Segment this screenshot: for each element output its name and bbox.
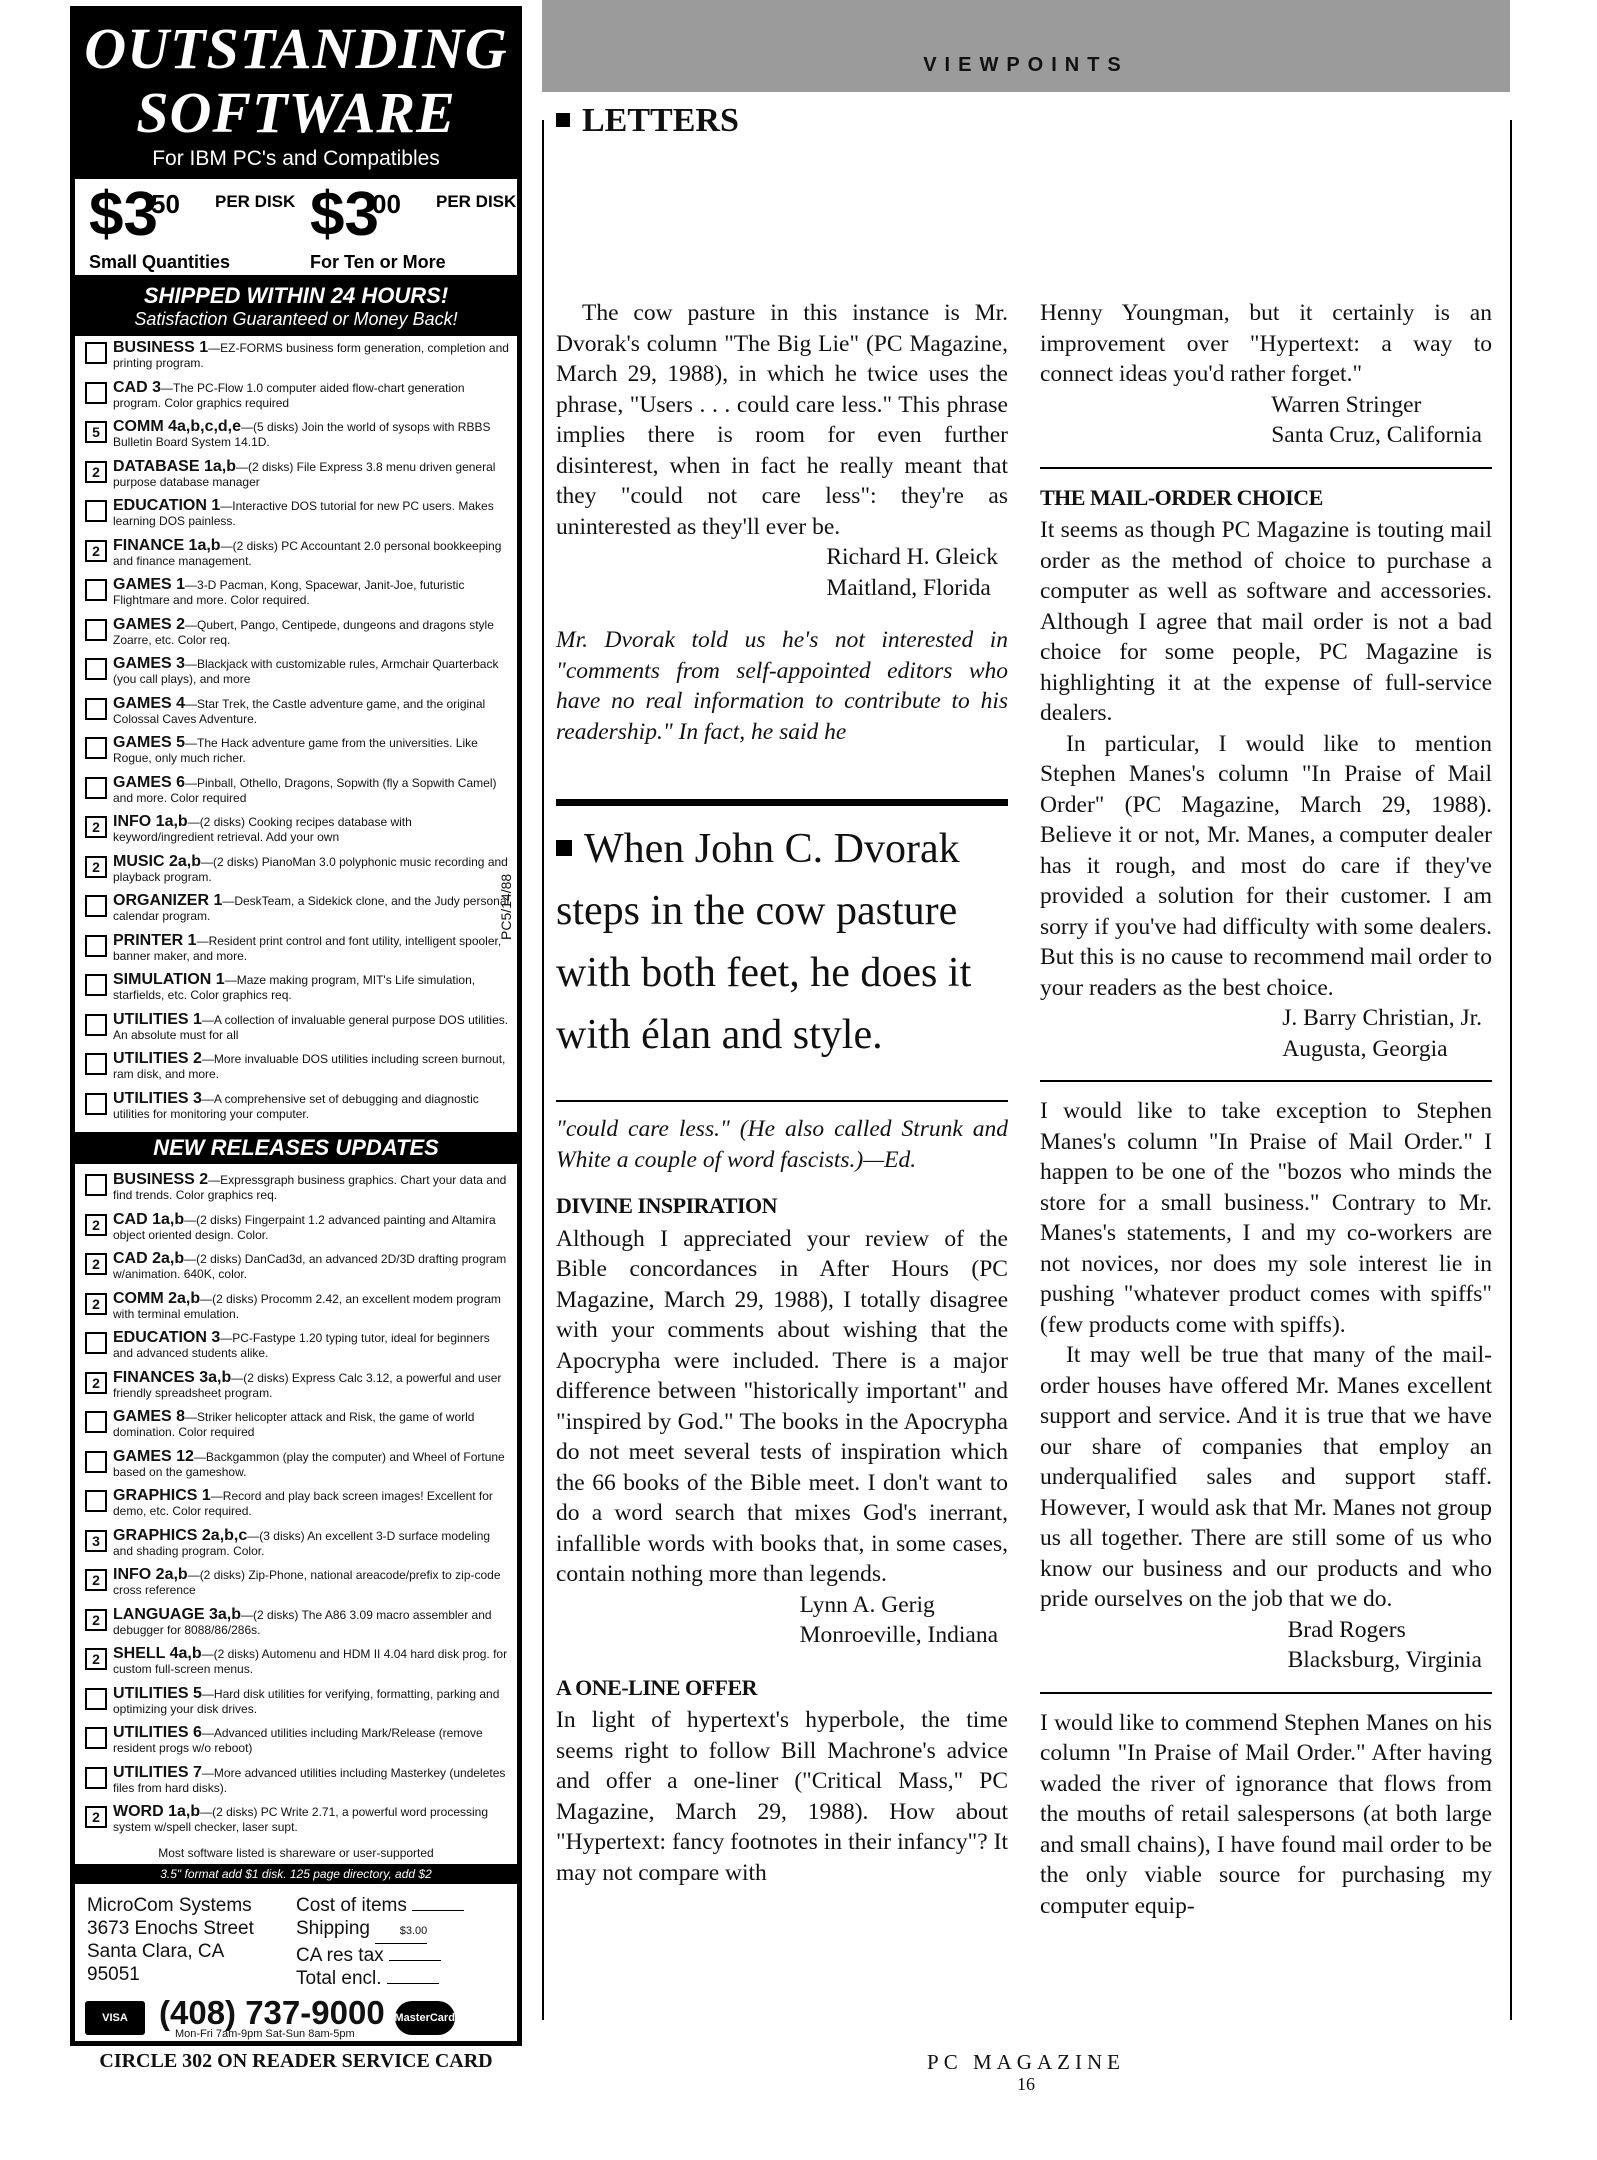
cost-label: CA res tax bbox=[296, 1944, 384, 1966]
signature-place: Monroeville, Indiana bbox=[799, 1622, 998, 1648]
product-text bbox=[113, 1091, 511, 1122]
product-description: —More advanced utilities including Masterkey (undeletes files from hard disks). bbox=[113, 1765, 506, 1795]
product-text bbox=[113, 380, 511, 411]
letter-body: The cow pasture in this instance is Mr. Dvorak's column "The Big Lie" (PC Magazine, March 29, 1988), in which he twice uses the phrase, "Users . . . could care less." This phrase implies there is room for even further disinterest, when in fact he really meant that they "could not care less": they're as uninterested as they'll ever be. bbox=[556, 300, 1008, 540]
product-item bbox=[85, 775, 511, 815]
price-qty: Small Quantities bbox=[89, 252, 231, 272]
product-name: INFO 1a,b bbox=[113, 814, 188, 830]
order-checkbox[interactable] bbox=[85, 1053, 107, 1075]
letter-heading: THE MAIL-ORDER CHOICE bbox=[1040, 484, 1323, 510]
product-item bbox=[85, 1370, 511, 1410]
visa-logo: VISA bbox=[85, 2001, 145, 2035]
ship-line: SHIPPED WITHIN 24 HOURS! bbox=[143, 283, 449, 308]
order-checkbox[interactable] bbox=[85, 658, 107, 680]
product-description: —(3 disks) An excellent 3-D surface modeling and shading program. Color. bbox=[113, 1528, 491, 1558]
signature-place: Augusta, Georgia bbox=[1282, 1035, 1448, 1062]
product-item bbox=[85, 1012, 511, 1052]
product-text bbox=[113, 1765, 511, 1796]
product-item bbox=[85, 459, 511, 499]
product-name: UTILITIES 5 bbox=[113, 1685, 202, 1702]
order-checkbox[interactable]: 3 bbox=[85, 1530, 107, 1552]
product-text bbox=[113, 775, 511, 806]
product-description: —The Hack adventure game from the universities. Like Rogue, only much richer. bbox=[113, 736, 478, 765]
product-item bbox=[85, 538, 511, 578]
product-item bbox=[85, 933, 511, 973]
product-description: —Resident print control and font utility, intelligent spooler, banner maker, and more. bbox=[113, 933, 502, 963]
price-cents: 00 bbox=[372, 189, 401, 219]
product-text bbox=[113, 656, 511, 687]
address-line: MicroCom Systems bbox=[87, 1894, 252, 1916]
company-address bbox=[87, 1894, 296, 1990]
product-name: GAMES 5 bbox=[113, 735, 186, 751]
product-text bbox=[113, 1212, 511, 1243]
product-text bbox=[113, 1251, 511, 1282]
product-description: —(2 disks) Automenu and HDM II 4.04 hard disk prog. for custom full-screen menus. bbox=[113, 1647, 508, 1676]
letter-body: It may well be true that many of the mail-order houses have offered Mr. Manes excellent support and service. And it is true that we have our share of companies that employ an underqualified sales and support staff. However, I would ask that Mr. Manes not group us all together. There are still some of us who know our business and our products and who pride ourselves on the job that we do. bbox=[1040, 1342, 1493, 1612]
letter-body: Henny Youngman, but it certainly is an improvement over "Hypertext: a way to connect ideas you'd rather forget." bbox=[1040, 300, 1492, 387]
column-rule-left bbox=[542, 120, 544, 2020]
product-name: DATABASE 1a,b bbox=[113, 458, 236, 475]
product-text bbox=[113, 893, 511, 924]
product-description: —Blackjack with customizable rules, Armchair Quarterback (you call plays), and more bbox=[113, 657, 499, 686]
ad-subtitle: For IBM PC's and Compatibles bbox=[152, 147, 440, 170]
order-checkbox[interactable]: 2 bbox=[85, 816, 107, 838]
page-title bbox=[556, 102, 739, 140]
shipping-value: $3.00 bbox=[375, 1920, 427, 1944]
price-dollars: $3 bbox=[310, 180, 379, 249]
product-text bbox=[113, 696, 511, 727]
product-description: —Star Trek, the Castle adventure game, and the original Colossal Caves Adventure. bbox=[113, 696, 486, 726]
signature-place: Maitland, Florida bbox=[826, 574, 991, 601]
format-note: 3.5" format add $1 disk. 125 page directory, add $2 bbox=[75, 1864, 517, 1884]
product-item bbox=[85, 498, 511, 538]
product-text bbox=[113, 1409, 511, 1440]
product-name: GRAPHICS 2a,b,c bbox=[113, 1527, 248, 1544]
order-checkbox[interactable] bbox=[85, 737, 107, 759]
product-item bbox=[85, 1646, 511, 1686]
product-text bbox=[113, 340, 511, 371]
order-checkbox[interactable]: 2 bbox=[85, 856, 107, 878]
signature bbox=[1040, 1615, 1492, 1676]
ad-code: PC5/14/88 bbox=[498, 873, 514, 940]
product-description: —A collection of invaluable general purpose DOS utilities. An absolute must for all bbox=[113, 1012, 509, 1042]
product-text bbox=[113, 1646, 511, 1677]
column-rule-right bbox=[1510, 120, 1512, 2020]
product-item bbox=[85, 419, 511, 459]
signature-name: Brad Rogers bbox=[1287, 1616, 1406, 1643]
cost-blank[interactable] bbox=[412, 1910, 464, 1911]
editor-reply-cont: "could care less." (He also called Strunk and White a couple of word fascists.)—Ed. bbox=[556, 1116, 1008, 1173]
product-text bbox=[113, 1725, 511, 1756]
product-name: UTILITIES 1 bbox=[113, 1011, 202, 1028]
product-item bbox=[85, 1488, 511, 1528]
product-item bbox=[85, 854, 511, 894]
product-item bbox=[85, 972, 511, 1012]
cost-label: Cost of items bbox=[296, 1894, 407, 1916]
product-text bbox=[113, 1804, 511, 1835]
product-description: —(2 disks) PianoMan 3.0 polyphonic music recording and playback program. bbox=[113, 854, 508, 884]
editor-reply: Mr. Dvorak told us he's not interested in "comments from self-appointed editors who have no real information to contribute to his readership." In fact, he said he bbox=[556, 627, 1008, 745]
product-item bbox=[85, 1607, 511, 1647]
letter-body: I would like to take exception to Stephen Manes's column "In Praise of Mail Order." I happen to be one of the "bozos who minds the store for a small business." Contrary to Mr. Manes's statements, I and my co-workers are not novices, nor does my sole interest lie in pushing "whatever product comes with spiffs" (few products come with spiffs). bbox=[1040, 1098, 1492, 1338]
product-text bbox=[113, 1488, 511, 1519]
product-item bbox=[85, 1212, 511, 1252]
product-name: SIMULATION 1 bbox=[113, 972, 225, 988]
ad-header bbox=[75, 11, 517, 179]
product-text bbox=[113, 1607, 511, 1638]
product-name: UTILITIES 7 bbox=[113, 1764, 202, 1781]
product-name: FINANCE 1a,b bbox=[113, 537, 221, 554]
product-item bbox=[85, 617, 511, 657]
new-product-list bbox=[75, 1168, 517, 1844]
product-name: BUSINESS 2 bbox=[113, 1172, 209, 1188]
product-text bbox=[113, 972, 511, 1003]
reader-service-note: CIRCLE 302 ON READER SERVICE CARD bbox=[99, 2050, 493, 2072]
product-text bbox=[113, 854, 511, 885]
order-checkbox[interactable] bbox=[85, 342, 107, 364]
price-ten-or-more bbox=[296, 179, 517, 275]
order-checkbox[interactable] bbox=[85, 619, 107, 641]
product-item bbox=[85, 380, 511, 420]
product-name: CAD 2a,b bbox=[113, 1251, 185, 1267]
product-description: —Expressgraph business graphics. Chart your data and find trends. Color graphics req. bbox=[113, 1173, 507, 1202]
bullet-square-icon bbox=[556, 113, 570, 127]
order-checkbox[interactable] bbox=[85, 1490, 107, 1512]
product-name: INFO 2a,b bbox=[113, 1567, 188, 1583]
order-checkbox[interactable]: 2 bbox=[85, 1293, 107, 1315]
product-item bbox=[85, 735, 511, 775]
order-checkbox[interactable] bbox=[85, 1411, 107, 1433]
order-checkbox[interactable] bbox=[85, 777, 107, 799]
signature bbox=[1040, 1003, 1492, 1064]
order-checkbox[interactable] bbox=[85, 935, 107, 957]
product-description: —(2 disks) Express Calc 3.12, a powerful and user friendly spreadsheet program. bbox=[113, 1370, 502, 1400]
bullet-square-icon bbox=[556, 840, 572, 856]
product-description: —Interactive DOS tutorial for new PC users. Makes learning DOS painless. bbox=[113, 499, 494, 528]
order-checkbox[interactable] bbox=[85, 500, 107, 522]
pull-quote bbox=[556, 799, 1008, 1102]
order-checkbox[interactable] bbox=[85, 1451, 107, 1473]
product-description: —(5 disks) Join the world of sysops with RBBS Bulletin Board System 14.1D. bbox=[113, 420, 491, 449]
product-name: GAMES 8 bbox=[113, 1409, 186, 1425]
letter-heading: A ONE-LINE OFFER bbox=[556, 1674, 758, 1700]
product-name: PRINTER 1 bbox=[113, 932, 197, 949]
signature-name: Lynn A. Gerig bbox=[799, 1591, 935, 1618]
section-title: VIEWPOINTS bbox=[923, 54, 1129, 76]
cost-blank[interactable] bbox=[389, 1960, 441, 1961]
signature-name: Richard H. Gleick bbox=[826, 544, 998, 570]
product-text bbox=[113, 498, 511, 529]
product-text bbox=[113, 814, 511, 845]
product-name: GAMES 12 bbox=[113, 1448, 194, 1465]
product-item bbox=[85, 1725, 511, 1765]
cost-fields bbox=[296, 1894, 505, 1990]
product-name: CAD 3 bbox=[113, 379, 162, 396]
product-item bbox=[85, 1051, 511, 1091]
product-item bbox=[85, 1172, 511, 1212]
product-item bbox=[85, 696, 511, 736]
product-text bbox=[113, 1291, 511, 1322]
product-description: —EZ-FORMS business form generation, completion and printing program. bbox=[113, 341, 509, 370]
price-dollars: $3 bbox=[89, 180, 158, 249]
product-description: —More invaluable DOS utilities including screen burnout, ram disk, and more. bbox=[113, 1052, 506, 1081]
product-name: ORGANIZER 1 bbox=[113, 893, 223, 909]
letter-heading: DIVINE INSPIRATION bbox=[556, 1193, 778, 1218]
price-cents: 50 bbox=[151, 189, 180, 219]
page-title-text: LETTERS bbox=[582, 102, 739, 139]
product-name: SHELL 4a,b bbox=[113, 1646, 202, 1662]
product-item bbox=[85, 1409, 511, 1449]
product-description: —(2 disks) Cooking recipes database with keyword/ingredient retrieval. Add your own bbox=[113, 815, 412, 844]
product-name: CAD 1a,b bbox=[113, 1211, 185, 1228]
address-line: Santa Clara, CA bbox=[87, 1940, 225, 1962]
product-name: MUSIC 2a,b bbox=[113, 853, 202, 870]
product-name: GRAPHICS 1 bbox=[113, 1488, 211, 1504]
product-text bbox=[113, 1686, 511, 1717]
product-text bbox=[113, 1370, 511, 1401]
product-description: —A comprehensive set of debugging and diagnostic utilities for monitoring your computer. bbox=[113, 1091, 479, 1121]
price-row bbox=[75, 179, 517, 279]
product-name: FINANCES 3a,b bbox=[113, 1369, 232, 1386]
order-checkbox[interactable]: 2 bbox=[85, 1214, 107, 1236]
signature-name: J. Barry Christian, Jr. bbox=[1282, 1005, 1482, 1031]
product-description: —DeskTeam, a Sidekick clone, and the Judy personal calendar program. bbox=[113, 894, 510, 923]
product-description: —Hard disk utilities for verifying, formatting, parking and optimizing your disk drives. bbox=[113, 1686, 500, 1716]
letter-body: I would like to commend Stephen Manes on his column "In Praise of Mail Order." After having waded the river of ignorance that flows from the mouths of retail salespersons (at both large and small chains), I have found mail order to be the only viable source for purchasing my computer equip- bbox=[1040, 1709, 1492, 1919]
order-checkbox[interactable] bbox=[85, 1014, 107, 1036]
product-item bbox=[85, 1449, 511, 1489]
product-name: GAMES 2 bbox=[113, 616, 186, 633]
mastercard-logo: MasterCard bbox=[395, 2001, 455, 2035]
magazine-name: PC MAGAZINE bbox=[927, 2050, 1125, 2074]
product-text bbox=[113, 1172, 511, 1203]
product-name: UTILITIES 2 bbox=[113, 1051, 202, 1067]
product-description: —3-D Pacman, Kong, Spacewar, Janit-Joe, futuristic Flightmare and more. Color required. bbox=[113, 578, 465, 607]
product-item bbox=[85, 1291, 511, 1331]
product-description: —PC-Fastype 1.20 typing tutor, ideal for beginners and advanced students alike. bbox=[113, 1331, 490, 1360]
order-checkbox[interactable] bbox=[85, 1767, 107, 1789]
product-name: UTILITIES 6 bbox=[113, 1725, 202, 1741]
order-checkbox[interactable]: 2 bbox=[85, 1609, 107, 1631]
shareware-note: Most software listed is shareware or user-supported bbox=[158, 1845, 434, 1860]
divider bbox=[1040, 467, 1492, 469]
software-advertisement bbox=[70, 6, 522, 2046]
product-name: GAMES 6 bbox=[113, 774, 186, 791]
divider bbox=[1040, 1692, 1492, 1694]
letters-column-2 bbox=[1040, 298, 1492, 1921]
new-releases-header: NEW RELEASES UPDATES bbox=[75, 1132, 517, 1164]
signature bbox=[556, 542, 1008, 603]
shipping-banner bbox=[75, 279, 517, 336]
ad-title-line1: OUTSTANDING bbox=[84, 16, 508, 81]
product-item bbox=[85, 1765, 511, 1805]
signature bbox=[556, 1590, 1008, 1651]
order-checkbox[interactable]: 5 bbox=[85, 421, 107, 443]
price-qty: For Ten or More bbox=[310, 252, 446, 272]
phone-number: (408) 737-9000 bbox=[159, 1993, 385, 2031]
pull-quote-text: When John C. Dvorak steps in the cow pasture with both feet, he does it with élan and style. bbox=[556, 826, 972, 1058]
product-text bbox=[113, 1012, 511, 1043]
product-name: COMM 4a,b,c,d,e bbox=[113, 419, 242, 435]
product-description: —Qubert, Pango, Centipede, dungeons and dragons style Zoarre, etc. Color req. bbox=[113, 617, 494, 647]
order-checkbox[interactable] bbox=[85, 698, 107, 720]
product-description: —The PC-Flow 1.0 computer aided flow-chart generation program. Color graphics required bbox=[113, 380, 465, 410]
address-line: 95051 bbox=[87, 1963, 140, 1985]
product-description: —(2 disks) Zip-Phone, national areacode/prefix to zip-code cross reference bbox=[113, 1568, 501, 1597]
product-text bbox=[113, 933, 511, 964]
letter-body: It seems as though PC Magazine is touting mail order as the method of choice to purchase a computer as well as software and accessories. Although I agree that mail order is not a bad choice for some people, PC Magazine is highlighting it at the expense of full-service dealers. bbox=[1040, 517, 1492, 726]
product-name: LANGUAGE 3a,b bbox=[113, 1606, 242, 1623]
product-name: EDUCATION 3 bbox=[113, 1330, 221, 1346]
order-checkbox[interactable] bbox=[85, 895, 107, 917]
order-checkbox[interactable]: 2 bbox=[85, 1372, 107, 1394]
product-item bbox=[85, 893, 511, 933]
product-description: —(2 disks) Procomm 2.42, an excellent modem program with terminal emulation. bbox=[113, 1291, 501, 1321]
product-description: —Pinball, Othello, Dragons, Sopwith (fly a Sopwith Camel) and more. Color required bbox=[113, 775, 497, 805]
order-checkbox[interactable]: 2 bbox=[85, 1569, 107, 1591]
order-checkbox[interactable] bbox=[85, 382, 107, 404]
guarantee-line: Satisfaction Guaranteed or Money Back! bbox=[134, 309, 458, 329]
product-item bbox=[85, 656, 511, 696]
product-name: UTILITIES 3 bbox=[113, 1090, 202, 1107]
product-item bbox=[85, 1091, 511, 1131]
order-form bbox=[75, 1884, 517, 1992]
price-small-quantities bbox=[75, 179, 296, 275]
product-description: —(2 disks) Fingerpaint 1.2 advanced painting and Altamira object oriented design. Color. bbox=[113, 1212, 496, 1242]
product-description: —Record and play back screen images! Excellent for demo, etc. Color required. bbox=[113, 1489, 493, 1518]
letter-body: In light of hypertext's hyperbole, the time seems right to follow Bill Machrone's advice and offer a one-liner ("Critical Mass," PC Magazine, March 29, 1988). How about "Hypertext: fancy footnotes in their infancy"? It may not compare with bbox=[556, 1707, 1008, 1886]
signature-place: Blacksburg, Virginia bbox=[1287, 1647, 1482, 1673]
product-description: —Maze making program, MIT's Life simulation, starfields, etc. Color graphics req. bbox=[113, 973, 476, 1002]
letter-body: Although I appreciated your review of the Bible concordances in After Hours (PC Magazine, March 29, 1988), I totally disagree with your comments about wishing that the Apocrypha were included. There is a major difference between "historically important" and "inspired by God." The books in the Apocrypha do not meet several tests of inspiration which the 66 books of the Bible meet. I don't want to do a word search that mixes God's inerrant, infallible words with books that, in some cases, contain nothing more than legends. bbox=[556, 1225, 1008, 1587]
product-text bbox=[113, 459, 511, 490]
product-text bbox=[113, 1051, 511, 1082]
product-item bbox=[85, 1330, 511, 1370]
product-name: GAMES 4 bbox=[113, 695, 186, 712]
order-checkbox[interactable]: 2 bbox=[85, 540, 107, 562]
order-checkbox[interactable] bbox=[85, 1332, 107, 1354]
product-name: EDUCATION 1 bbox=[113, 498, 221, 514]
product-text bbox=[113, 617, 511, 648]
phone-row bbox=[75, 1992, 517, 2044]
product-text bbox=[113, 419, 511, 450]
product-description: —Backgammon (play the computer) and Wheel of Fortune based on the gameshow. bbox=[113, 1449, 505, 1479]
product-text bbox=[113, 735, 511, 766]
page-number: 16 bbox=[1017, 2074, 1035, 2094]
order-checkbox[interactable] bbox=[85, 1093, 107, 1115]
product-description: —(2 disks) PC Accountant 2.0 personal bookkeeping and finance management. bbox=[113, 538, 502, 568]
letter-body: In particular, I would like to mention Stephen Manes's column "In Praise of Mail Order" (PC Magazine, March 29, 1988). Believe it or not, Mr. Manes, a computer dealer has it rough, and most do care if they've provided a solution for their customer. I am sorry if you've had difficulty with some dealers. But this is no cause to recommend mail order to your readers as the best choice. bbox=[1040, 730, 1492, 1001]
signature-name: Warren Stringer bbox=[1271, 391, 1422, 418]
letters-column-1 bbox=[556, 298, 1008, 1888]
product-description: —Striker helicopter attack and Risk, the game of world domination. Color required bbox=[113, 1410, 475, 1439]
product-name: GAMES 3 bbox=[113, 656, 186, 672]
cost-label: Total encl. bbox=[296, 1967, 382, 1989]
ad-title-line2: SOFTWARE bbox=[136, 80, 456, 145]
product-text bbox=[113, 538, 511, 569]
product-name: BUSINESS 1 bbox=[113, 340, 209, 356]
order-checkbox[interactable] bbox=[85, 1174, 107, 1196]
order-checkbox[interactable]: 2 bbox=[85, 461, 107, 483]
product-item bbox=[85, 1567, 511, 1607]
price-per: PER DISK bbox=[436, 192, 517, 211]
product-item bbox=[85, 1528, 511, 1568]
product-list bbox=[75, 336, 517, 1130]
order-checkbox[interactable]: 2 bbox=[85, 1648, 107, 1670]
business-hours: Mon-Fri 7am-9pm Sat-Sun 8am-5pm bbox=[174, 2027, 355, 2040]
divider bbox=[1040, 1080, 1492, 1082]
product-description: —Advanced utilities including Mark/Release (remove resident progs w/o reboot) bbox=[113, 1726, 483, 1755]
cost-blank[interactable] bbox=[387, 1983, 439, 1984]
product-text bbox=[113, 1330, 511, 1361]
product-description: —(2 disks) File Express 3.8 menu driven general purpose database manager bbox=[113, 459, 496, 489]
product-name: GAMES 1 bbox=[113, 577, 186, 593]
order-checkbox[interactable] bbox=[85, 1688, 107, 1710]
price-per: PER DISK bbox=[215, 192, 296, 211]
product-description: —(2 disks) DanCad3d, an advanced 2D/3D drafting program w/animation. 640K, color. bbox=[113, 1252, 507, 1281]
product-item bbox=[85, 1251, 511, 1291]
product-item bbox=[85, 340, 511, 380]
cost-label: Shipping bbox=[296, 1917, 370, 1939]
signature-place: Santa Cruz, California bbox=[1271, 422, 1482, 448]
product-item bbox=[85, 1804, 511, 1844]
section-banner bbox=[542, 0, 1510, 92]
product-name: COMM 2a,b bbox=[113, 1290, 201, 1307]
product-name: WORD 1a,b bbox=[113, 1804, 201, 1820]
product-text bbox=[113, 1528, 511, 1559]
product-text bbox=[113, 577, 511, 608]
product-item bbox=[85, 1686, 511, 1726]
product-description: —(2 disks) PC Write 2.71, a powerful word processing system w/spell checker, laser supt. bbox=[113, 1805, 489, 1834]
order-checkbox[interactable]: 2 bbox=[85, 1253, 107, 1275]
order-checkbox[interactable] bbox=[85, 974, 107, 996]
order-checkbox[interactable] bbox=[85, 1727, 107, 1749]
product-item bbox=[85, 814, 511, 854]
product-text bbox=[113, 1567, 511, 1598]
address-line: 3673 Enochs Street bbox=[87, 1917, 254, 1939]
product-text bbox=[113, 1449, 511, 1480]
signature bbox=[1040, 390, 1492, 451]
product-description: —(2 disks) The A86 3.09 macro assembler and debugger for 8088/86/286s. bbox=[113, 1607, 492, 1637]
product-item bbox=[85, 577, 511, 617]
order-checkbox[interactable] bbox=[85, 579, 107, 601]
order-checkbox[interactable]: 2 bbox=[85, 1806, 107, 1828]
